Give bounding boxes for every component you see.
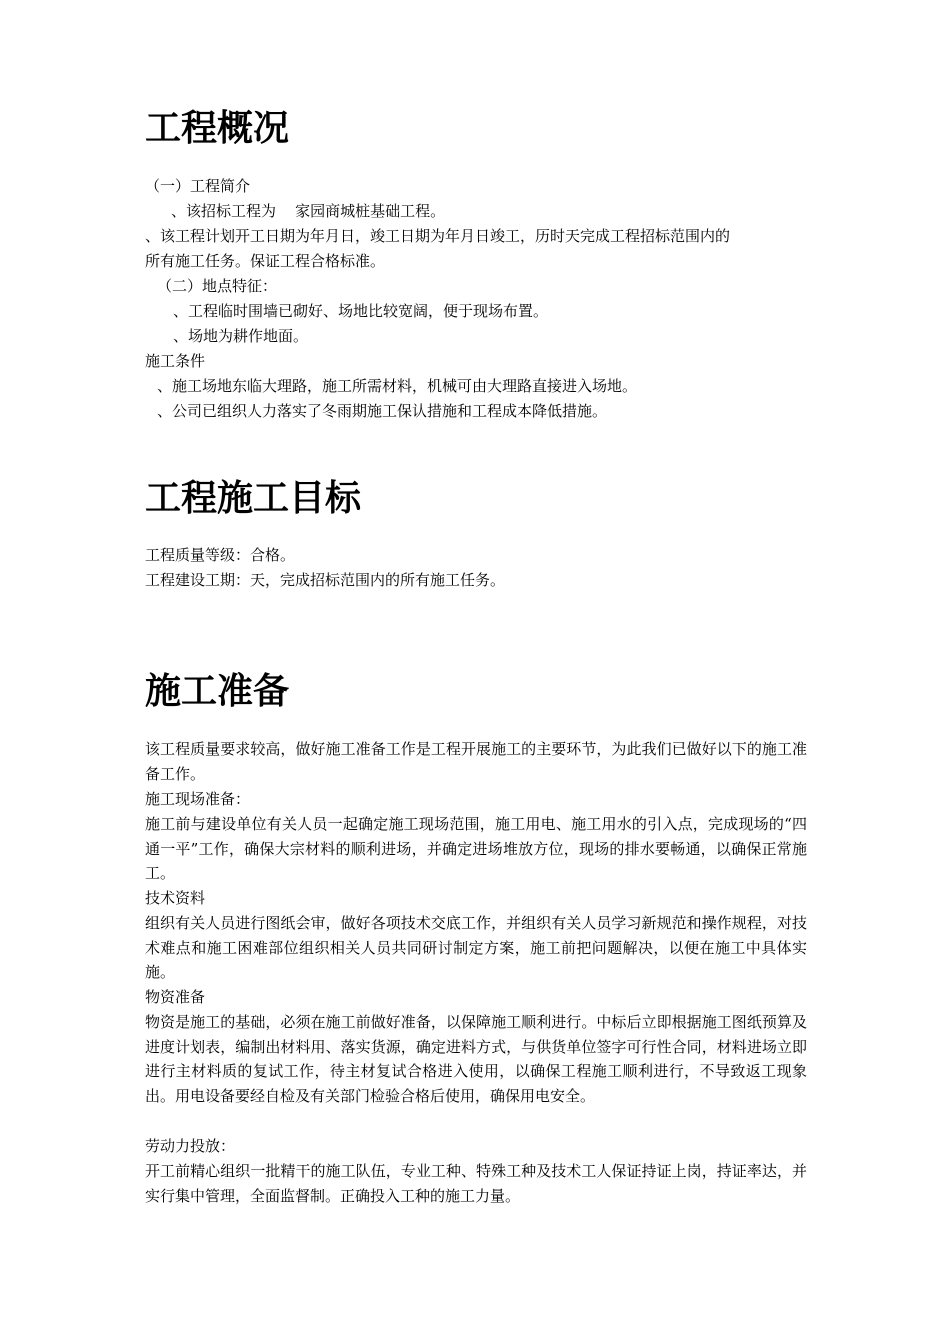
- subheading-site-features: （二）地点特征：: [157, 277, 278, 295]
- subheading-construction-conditions: 施工条件: [145, 352, 206, 370]
- text-line: 、公司已组织人力落实了冬雨期施工保认措施和工程成本降低措施。: [157, 402, 608, 420]
- text-line: 工程建设工期：天，完成招标范围内的所有施工任务。: [145, 571, 506, 589]
- paragraph-labor-allocation: 开工前精心组织一批精干的施工队伍，专业工种、特殊工种及技术工人保证持证上岗，持证率达，并实行集中管理，全面监督制。正确投入工种的施工力量。: [145, 1162, 807, 1205]
- paragraph-material-preparation: 物资是施工的基础，必须在施工前做好准备，以保障施工顺利进行。中标后立即根据施工图纸预算及进度计划表，编制出材料用、落实货源，确定进料方式，与供货单位签字可行性合同，材料进场立即进行主材料质的复试工作，待主材复试合格进入使用，以确保工程施工顺利进行，不导致返工现象出。用电设备要经自检及有关部门检验合格后使用，确保用电安全。: [145, 1013, 807, 1105]
- text-line: 、工程临时围墙已砌好、场地比较宽阔，便于现场布置。: [173, 302, 549, 320]
- text-line: 、场地为耕作地面。: [173, 327, 309, 345]
- subheading-project-intro: （一）工程简介: [145, 177, 251, 195]
- text-line: 、该招标工程为 家园商城桩基础工程。: [171, 202, 446, 220]
- section-title-construction-preparation: 施工准备: [145, 670, 290, 712]
- text-line: 、施工场地东临大理路，施工所需材料，机械可由大理路直接进入场地。: [157, 377, 638, 395]
- paragraph-intro: 该工程质量要求较高，做好施工准备工作是工程开展施工的主要环节，为此我们已做好以下的施工准备工作。: [145, 740, 807, 783]
- text-line: 所有施工任务。保证工程合格标准。: [145, 252, 386, 270]
- subheading-material-preparation: 物资准备: [145, 988, 206, 1006]
- paragraph-site-preparation: 施工前与建设单位有关人员一起确定施工现场范围，施工用电、施工用水的引入点，完成现场的“四通一平”工作，确保大宗材料的顺利进场，并确定进场堆放方位，现场的排水要畅通，以确保正常施工。: [145, 815, 807, 883]
- section-title-construction-goals: 工程施工目标: [145, 477, 362, 519]
- subheading-site-preparation: 施工现场准备：: [145, 790, 251, 808]
- subheading-technical-data: 技术资料: [145, 889, 206, 907]
- text-line: 工程质量等级：合格。: [145, 546, 296, 564]
- text-line: 、该工程计划开工日期为年月日，竣工日期为年月日竣工，历时天完成工程招标范围内的: [145, 227, 731, 245]
- subheading-labor-allocation: 劳动力投放：: [145, 1137, 236, 1155]
- section-title-project-overview: 工程概况: [145, 107, 290, 149]
- paragraph-technical-data: 组织有关人员进行图纸会审，做好各项技术交底工作，并组织有关人员学习新规范和操作规程，对技术难点和施工困难部位组织相关人员共同研讨制定方案，施工前把问题解决，以便在施工中具体实施。: [145, 914, 807, 982]
